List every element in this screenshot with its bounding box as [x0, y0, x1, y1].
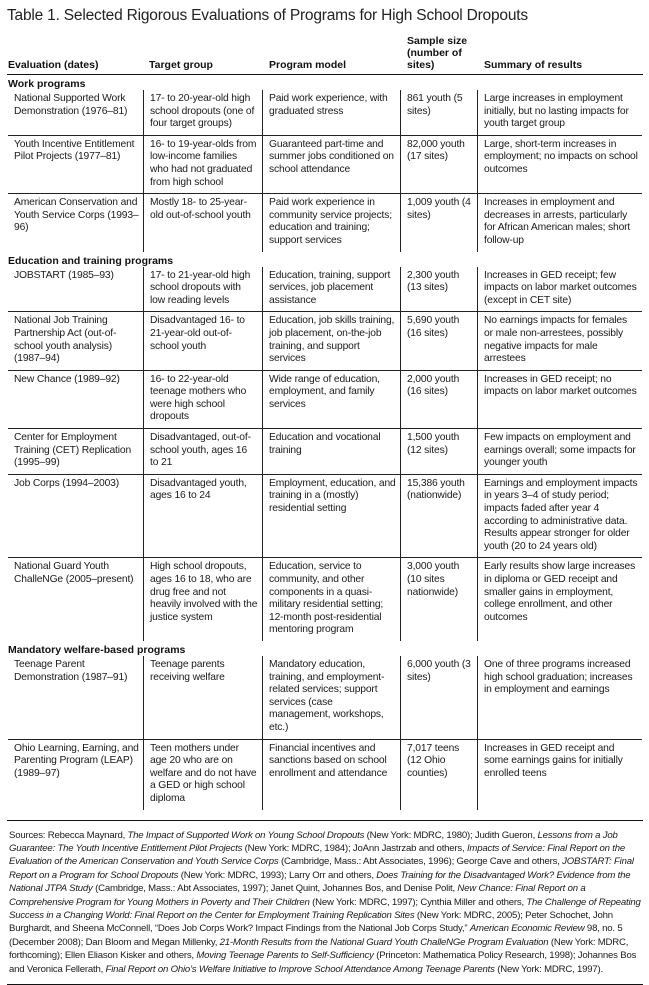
- cell-summary: Earnings and employment impacts in years 3–4 of study period; impacts faded after year 4 according to administrative data. Results appear stronger for older youth (20 to 24 years old): [477, 475, 642, 558]
- table-row: [8, 312, 642, 370]
- cell-summary: Increases in employment and decreases in arrests, particularly for African American males; short follow-up: [477, 194, 642, 251]
- cell-evaluation: JOBSTART (1985–93): [14, 269, 114, 281]
- cell-summary: Large, short-term increases in employment; no impacts on school outcomes: [477, 136, 642, 193]
- cell-evaluation: Center for Employment Training (CET) Replication (1995–99): [14, 432, 132, 469]
- source-title: New Chance: Final Report on a Comprehensive Program for Young Mothers in Poverty and Their Children: [9, 883, 586, 908]
- section-heading: Education and training programs: [8, 254, 174, 267]
- cell-evaluation: New Chance (1989–92): [14, 373, 120, 385]
- source-text: (Princeton: Mathematica Policy Research, 1998); Johannes Bos and Veronica Fellerath,: [9, 950, 637, 975]
- cell-program-model: Education, job skills training, job placement, on-the-job training, and support services: [262, 312, 400, 369]
- source-text: (New York: MDRC, 1980); Judith Gueron,: [364, 829, 538, 841]
- cell-target-group: 17- to 21-year-old high school dropouts with low reading levels: [143, 267, 262, 312]
- source-text: (New York: MDRC, forthcoming); Ellen Eliason Kisker and others,: [9, 936, 629, 962]
- cell-evaluation: American Conservation and Youth Service Corps (1993–96): [14, 197, 139, 234]
- cell-program-model: Paid work experience in community service projects; education and training; support services: [262, 194, 400, 251]
- source-title: American Economic Review: [469, 923, 585, 935]
- cell-sample-size: 3,000 youth (10 sites nationwide): [400, 558, 477, 641]
- cell-target-group: Mostly 18- to 25-year-old out-of-school youth: [143, 194, 262, 251]
- cell-summary: Large increases in employment initially, but no lasting impacts for youth target group: [477, 90, 642, 135]
- cell-summary: Few impacts on employment and earnings overall; some impacts for younger youth: [477, 429, 642, 474]
- source-title: Does Training for the Disadvantaged Work? Evidence from the National JTPA Study: [9, 869, 631, 895]
- source-title: JOBSTART: Final Report on a Program for School Dropouts: [9, 856, 634, 881]
- cell-summary: Increases in GED receipt; no impacts on labor market outcomes: [477, 371, 642, 428]
- table-row: [8, 136, 642, 194]
- cell-sample-size: 1,009 youth (4 sites): [400, 194, 477, 251]
- source-text: (Cambridge, Mass.: Abt Associates, 1996); George Cave and others,: [278, 856, 563, 868]
- sources-note: [7, 820, 643, 985]
- cell-program-model: Employment, education, and training in a (mostly) residential setting: [262, 475, 400, 558]
- cell-target-group: Teen mothers under age 20 who are on welfare and do not have a GED or high school diploma: [143, 740, 262, 810]
- cell-target-group: Disadvantaged 16- to 21-year-old out-of-school youth: [143, 312, 262, 369]
- cell-evaluation: Job Corps (1994–2003): [14, 477, 120, 489]
- column-header-target-group: Target group: [149, 59, 213, 71]
- cell-evaluation: National Job Training Partnership Act (out-of-school youth analysis) (1987–94): [14, 315, 117, 365]
- section-heading: Work programs: [8, 78, 86, 90]
- table-row: [8, 90, 642, 136]
- cell-evaluation: Ohio Learning, Earning, and Parenting Program (LEAP)(1989–97): [14, 742, 139, 779]
- cell-program-model: Education, service to community, and other components in a quasi-military residential setting; 12-month post-residential mentoring program: [262, 558, 400, 641]
- cell-target-group: 16- to 22-year-old teenage mothers who were high school dropouts: [143, 371, 262, 428]
- table-row: [8, 558, 642, 641]
- cell-target-group: 17- to 20-year-old high school dropouts (one of four target groups): [143, 90, 262, 135]
- cell-program-model: Wide range of education, employment, and family services: [262, 371, 400, 428]
- cell-program-model: Education, training, support services, job placement assistance: [262, 267, 400, 312]
- cell-evaluation: Youth Incentive Entitlement Pilot Projects (1977–81): [14, 138, 135, 163]
- cell-sample-size: 1,500 youth (12 sites): [400, 429, 477, 474]
- cell-sample-size: 861 youth (5 sites): [400, 90, 477, 135]
- cell-target-group: High school dropouts, ages 16 to 18, who are drug free and not heavily involved with the justice system: [143, 558, 262, 641]
- source-text: 98, no. 5 (December 2008); Dan Bloom and Megan Millenky,: [9, 923, 623, 948]
- table-row: [8, 740, 642, 810]
- cell-summary: Increases in GED receipt and some earnings gains for initially enrolled teens: [477, 740, 642, 810]
- table-row: [8, 475, 642, 559]
- source-text: (New York: MDRC, 2005); Peter Schochet, John Burghardt, and Sheena McConnell, “Does Job Corps Work? Impact Findings from the National Job Corps Study,”: [9, 909, 613, 935]
- source-text: Sources: Rebecca Maynard,: [9, 829, 128, 841]
- cell-program-model: Financial incentives and sanctions based on school enrollment and attendance: [262, 740, 400, 810]
- cell-sample-size: 15,386 youth (nationwide): [400, 475, 477, 558]
- column-header-sample-size: Sample size (number of sites): [407, 35, 468, 71]
- cell-evaluation: Teenage Parent Demonstration (1987–91): [14, 658, 128, 683]
- table-body: [7, 75, 643, 810]
- section-heading: Mandatory welfare-based programs: [8, 643, 186, 656]
- source-title: Lessons from a Job Guarantee: The Youth Incentive Entitlement Pilot Projects: [9, 829, 618, 854]
- cell-evaluation: National Guard Youth ChalleNGe (2005–present): [14, 561, 134, 585]
- table-title: Table 1. Selected Rigorous Evaluations of Programs for High School Dropouts: [7, 7, 528, 24]
- source-text: (New York: MDRC, 1997); Cynthia Miller and others,: [309, 896, 527, 908]
- cell-summary: Early results show large increases in diploma or GED receipt and smaller gains in employment, college enrollment, and other outcomes: [477, 558, 642, 641]
- source-text: (New York: MDRC, 1993); Larry Orr and others,: [178, 869, 377, 881]
- cell-sample-size: 5,690 youth (16 sites): [400, 312, 477, 369]
- cell-summary: Increases in GED receipt; few impacts on labor market outcomes (except in CET site): [477, 267, 642, 312]
- cell-program-model: Guaranteed part-time and summer jobs conditioned on school attendance: [262, 136, 400, 193]
- source-title: 21-Month Results from the National Guard Youth ChalleNGe Program Evaluation: [219, 936, 549, 948]
- cell-sample-size: 7,017 teens (12 Ohio counties): [400, 740, 477, 810]
- table-row: [8, 429, 642, 475]
- cell-sample-size: 82,000 youth (17 sites): [400, 136, 477, 193]
- table-row: [8, 194, 642, 251]
- column-header-summary: Summary of results: [484, 59, 583, 71]
- source-text: (New York: MDRC, 1984); JoAnn Jastrzab and others,: [242, 842, 467, 854]
- cell-sample-size: 2,000 youth (16 sites): [400, 371, 477, 428]
- table-row: [8, 371, 642, 429]
- column-header-program-model: Program model: [269, 59, 347, 71]
- cell-target-group: 16- to 19-year-olds from low-income families who had not graduated from high school: [143, 136, 262, 193]
- source-text: (New York: MDRC, 1997).: [494, 963, 603, 975]
- cell-program-model: Mandatory education, training, and employment-related services; support services (case management, workshops, etc.): [262, 656, 400, 739]
- source-title: The Challenge of Repeating Success in a Changing World: Final Report on the Center for Employment Training Replication Sites: [9, 896, 641, 921]
- table-row: [8, 267, 642, 313]
- cell-sample-size: 2,300 youth (13 sites): [400, 267, 477, 312]
- cell-target-group: Disadvantaged, out-of-school youth, ages 16 to 21: [143, 429, 262, 474]
- cell-program-model: Education and vocational training: [262, 429, 400, 474]
- source-title: Final Report on Ohio’s Welfare Initiative to Improve School Attendance Among Teenage Parents: [105, 963, 495, 975]
- source-text: (Cambridge, Mass.: Abt Associates, 1997); Janet Quint, Johannes Bos, and Denise Polit,: [92, 883, 458, 895]
- table-header: [7, 32, 643, 75]
- cell-evaluation: National Supported Work Demonstration (1976–81): [14, 93, 128, 117]
- cell-program-model: Paid work experience, with graduated stress: [262, 90, 400, 135]
- column-header-evaluation: Evaluation (dates): [8, 59, 99, 71]
- cell-target-group: Teenage parents receiving welfare: [143, 656, 262, 739]
- cell-target-group: Disadvantaged youth, ages 16 to 24: [143, 475, 262, 558]
- source-title: Impacts of Service: Final Report on the Evaluation of the American Conservation and Youth Service Corps: [9, 842, 626, 868]
- source-title: The Impact of Supported Work on Young School Dropouts: [127, 829, 365, 841]
- cell-summary: One of three programs increased high school graduation; increases in employment and earnings: [477, 656, 642, 739]
- table-row: [8, 656, 642, 740]
- cell-summary: No earnings impacts for females or male non-arrestees, possibly negative impacts for male arrestees: [477, 312, 642, 369]
- source-title: Moving Teenage Parents to Self-Sufficiency: [196, 950, 374, 962]
- cell-sample-size: 6,000 youth (3 sites): [400, 656, 477, 739]
